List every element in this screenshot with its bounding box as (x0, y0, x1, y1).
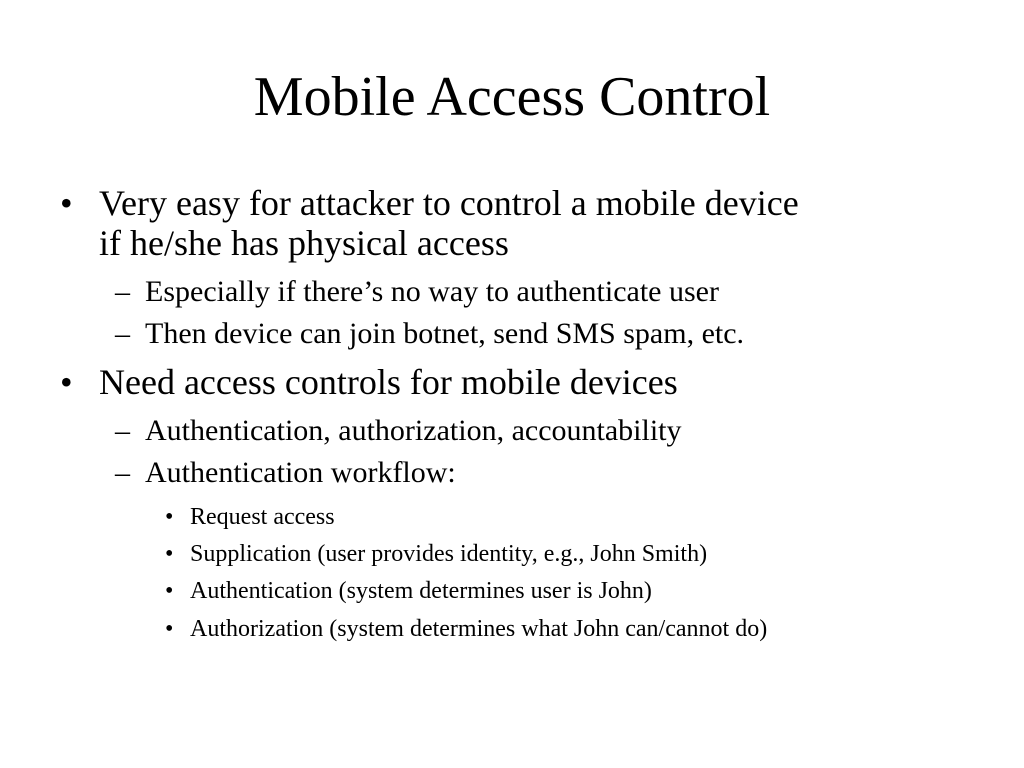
subsubbullet-text: Authorization (system determines what John can/cannot do) (190, 616, 768, 642)
dash-mark: – (115, 317, 130, 350)
dash-mark: – (115, 456, 130, 489)
subsubbullet-text: Supplication (user provides identity, e.g., John Smith) (190, 541, 708, 567)
subbullet-text: Authentication, authorization, accountability (145, 414, 682, 447)
subbullet-text: Then device can join botnet, send SMS spam, etc. (145, 317, 745, 350)
bullet-mark: • (165, 504, 174, 530)
bullet-mark: • (60, 183, 73, 223)
slide-title: Mobile Access Control (253, 66, 771, 128)
dash-mark: – (115, 414, 130, 447)
subsubbullet-text: Request access (190, 504, 335, 530)
bullet-mark: • (165, 578, 174, 604)
bullet-mark: • (165, 616, 174, 642)
bullet-mark: • (60, 362, 73, 402)
bullet-text: if he/she has physical access (99, 223, 509, 263)
subbullet-text: Especially if there’s no way to authenticate user (145, 275, 719, 308)
bullet-text: Need access controls for mobile devices (99, 362, 678, 402)
bullet-mark: • (165, 541, 174, 567)
subsubbullet-text: Authentication (system determines user is John) (190, 578, 652, 604)
dash-mark: – (115, 275, 130, 308)
subbullet-text: Authentication workflow: (145, 456, 456, 489)
bullet-text: Very easy for attacker to control a mobile device (99, 183, 799, 223)
